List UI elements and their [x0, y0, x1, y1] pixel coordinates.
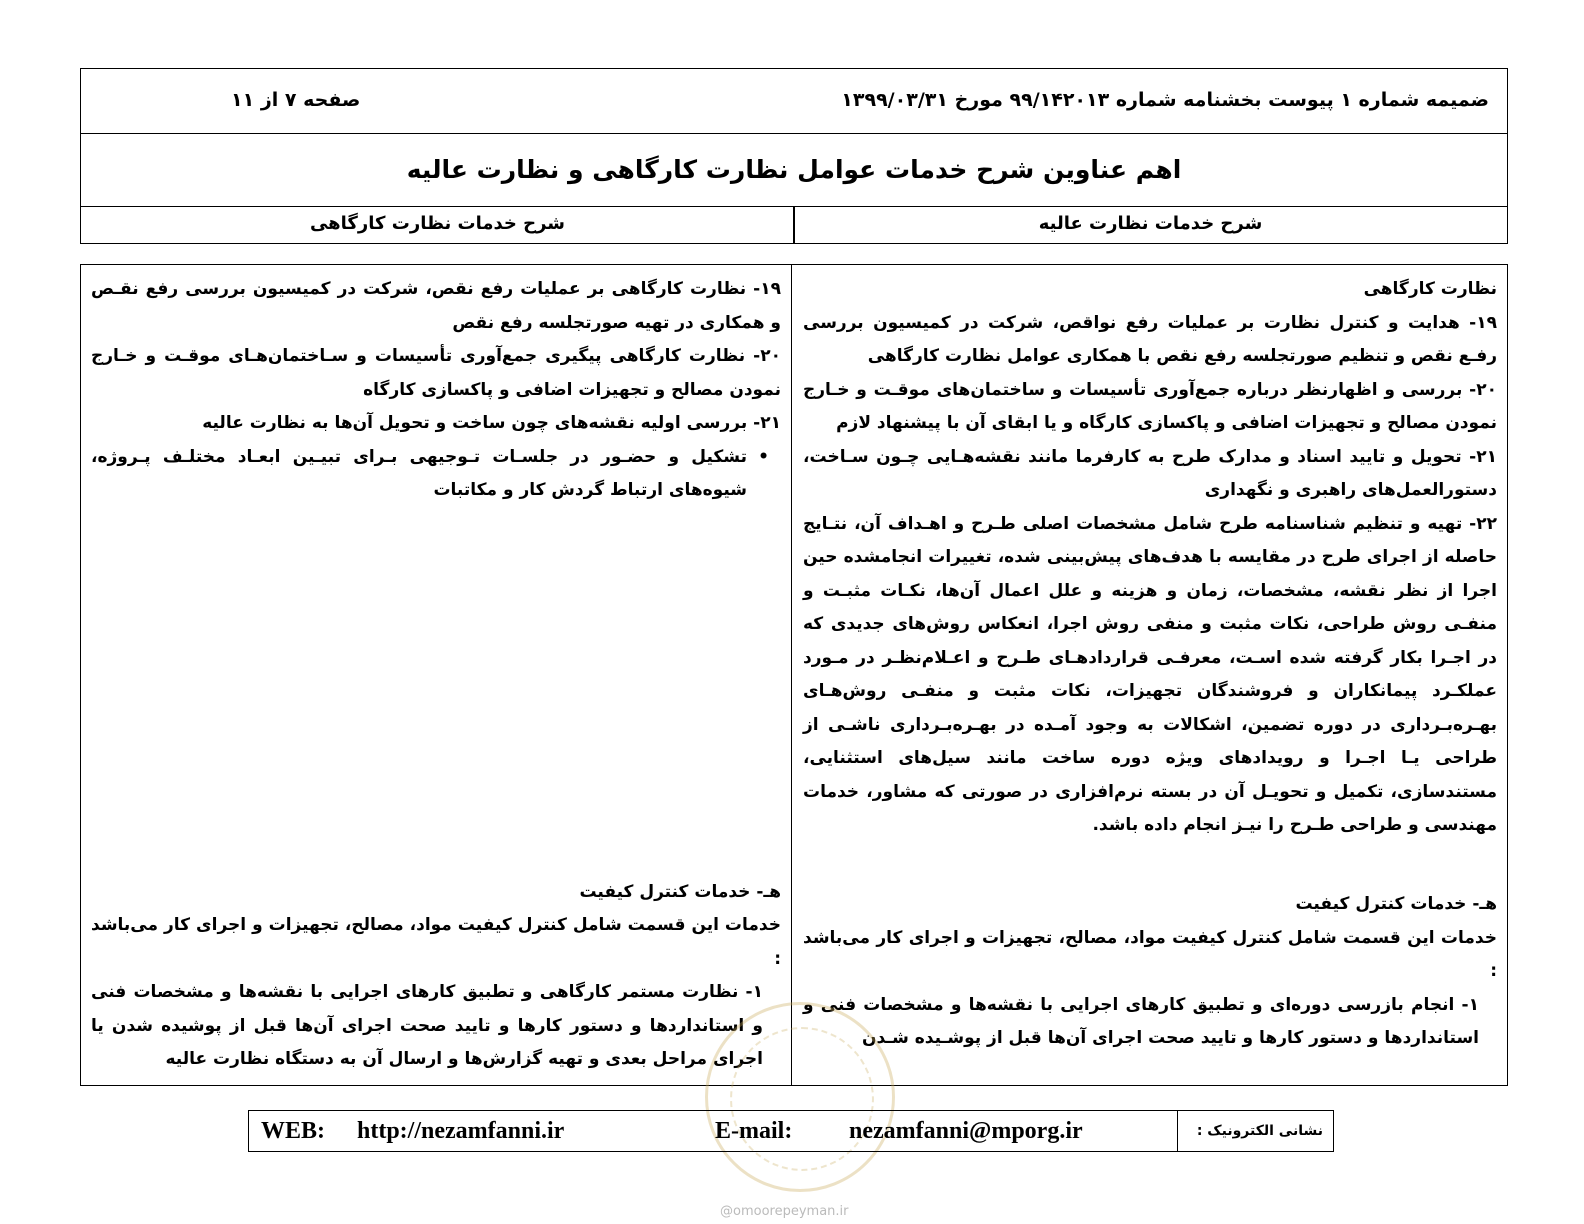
email-label: E-mail: [715, 1118, 793, 1144]
list-item: ۱۹- نظارت کارگاهی بر عملیات رفع نقص، شرکت در کمیسیون بررسی رفع نقـص و همکاری در تهیه صورتجلسه رفع نقص [91, 279, 781, 333]
list-item: ۱۹- هدایت و کنترل نظارت بر عملیات رفع نواقص، شرکت در کمیسیون بررسی رفـع نقص و تنظیم صورتجلسه رفع نقص با همکاری عوامل نظارت کارگاهی [803, 312, 1497, 366]
page-number: صفحه ۷ از ۱۱ [231, 89, 361, 111]
list-item: ۲۰- نظارت کارگاهی پیگیری جمع‌آوری تأسیسات و سـاختمان‌هـای موقـت و خـارج نمودن مصالح و تجهیزات اضافی و پاکسازی کارگاه [91, 346, 781, 400]
footer-divider [1177, 1111, 1178, 1151]
bullet-item: • تشکیل و حضـور در جلسـات تـوجیهی بـرای تبیـین ابعـاد مختلـف پـروژه، شیوه‌های ارتباط گردش کار و مکاتبات [91, 441, 781, 508]
site-supervision-column [81, 265, 791, 1085]
watermark-text: @omoorepeyman.ir [720, 1204, 849, 1219]
email-link[interactable]: nezamfanni@mporg.ir [849, 1118, 1083, 1144]
list-item: ۲۰- بررسی و اظهارنظر درباره جمع‌آوری تأسیسات و ساختمان‌های موقـت و خـارج نمودن مصالح و تجهیزات اضافی و پاکسازی کارگاه و یا ابقای آن با پیشنهاد لازم [803, 379, 1497, 433]
column-divider [791, 265, 792, 1085]
qc-item: ۱- نظارت مستمر کارگاهی و تطبیق کارهای اجرایی با نقشه‌ها و مشخصات فنی و استانداردها و دستور کارها و تایید صحت اجرای آن‌ها قبل از پوشیده شدن یا اجرای مراحل بعدی و تهیه گزارش‌ها و ارسال آن به دستگاه نظارت عالیه [91, 982, 763, 1069]
qc-intro: خدمات این قسمت شامل کنترل کیفیت مواد، مصالح، تجهیزات و اجرای کار می‌باشد : [91, 915, 781, 969]
circular-reference: ضمیمه شماره ۱ پیوست بخشنامه شماره ۹۹/۱۴۲۰۱۳ مورخ ۱۳۹۹/۰۳/۳۱ [841, 89, 1489, 111]
section-heading: نظارت کارگاهی [1363, 279, 1497, 299]
qc-heading: هـ- خدمات کنترل کیفیت [1295, 894, 1497, 914]
web-label: WEB: [261, 1118, 326, 1144]
column-header-high-supervision: شرح خدمات نظارت عالیه [793, 206, 1508, 244]
qc-heading: هـ- خدمات کنترل کیفیت [579, 881, 781, 902]
list-item: ۲۱- بررسی اولیه نقشه‌های چون ساخت و تحویل آن‌ها به نظارت عالیه [202, 413, 781, 433]
column-header-site-supervision: شرح خدمات نظارت کارگاهی [80, 206, 795, 244]
document-header [80, 68, 1508, 134]
contact-footer [248, 1110, 1334, 1152]
list-item: ۲۱- تحویل و تایید اسناد و مدارک طرح به کارفرما مانند نقشه‌هـایی چـون سـاخت، دستورالعمل‌های راهبری و نگهداری [803, 446, 1497, 500]
qc-item: ۱- انجام بازرسی دوره‌ای و تطبیق کارهای اجرایی با نقشه‌ها و مشخصات فنی و استانداردها و دستور کارها و تایید صحت اجرای آن‌ها قبل از پوشـیده شـدن [803, 994, 1479, 1048]
website-link[interactable]: http://nezamfanni.ir [357, 1118, 565, 1144]
electronic-address-label: نشانی الکترونیک : [1196, 1123, 1323, 1139]
content-table [80, 264, 1508, 1086]
watermark-seal [705, 1002, 895, 1192]
qc-intro: خدمات این قسمت شامل کنترل کیفیت مواد، مصالح، تجهیزات و اجرای کار می‌باشد : [803, 927, 1497, 981]
document-title: اهم عناوین شرح خدمات عوامل نظارت کارگاهی و نظارت عالیه [80, 133, 1508, 207]
list-item: ۲۲- تهیه و تنظیم شناسنامه طرح شامل مشخصات اصلی طـرح و اهـداف آن، نتـایج حاصله از اجرای طرح در مقایسه با هدف‌های پیش‌بینی شده، تغییرات انجامشده حین اجرا از نظر نقشه، مشخصات، زمان و هزینه و علل اعمال آن‌ها، نکـات مثبـت و منفـی روش طراحی، نکات مثبت و منفی روش اجرا، انعکاس روش‌های جدیدی که در اجـرا بکار گرفته شده اسـت، معرفـی قراردادهـای طـرح و اعـلام‌نظـر در مـورد عملکـرد پیمانکاران و فروشندگان تجهیزات، نکات مثبت و منفـی روش‌هـای بهـره‌بـرداری در دوره تضمین، اشکالات به وجود آمـده در بهـره‌بـرداری ناشـی از طراحی یـا اجـرا و رویدادهای ویژه دوره ساخت مانند سیل‌های استثنایی، مستندسازی، تکمیل و تحویـل آن در بسته نرم‌افزاری در صورتی که مشاور، خدمات مهندسی و طراحی طـرح را نیـز انجام داده باشد. [803, 513, 1497, 835]
high-supervision-column [793, 265, 1507, 1085]
